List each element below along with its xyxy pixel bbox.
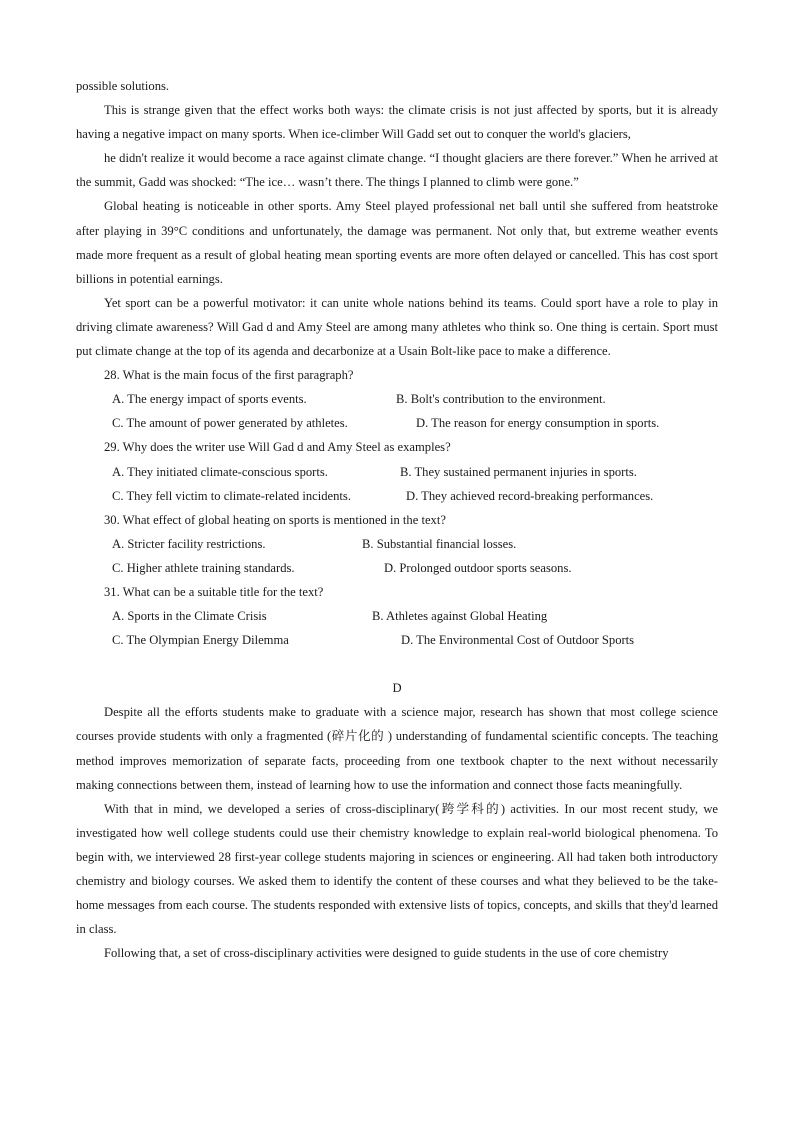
paragraph-global-heating: Global heating is noticeable in other sports. Amy Steel played professional net ball until she suffered from heatstroke after playing in 39°C conditions and unfortunately, the damage was permanent. Not only that, but extreme weather events made more frequent as a result of global heating mean sporting events are more often delayed or cancelled. This has cost sport billions in potential earnings. [76,199,718,286]
paragraph-possible-solutions: possible solutions. [76,79,170,93]
question-28-option-c: C. The amount of power generated by athletes. [112,416,348,431]
question-30-option-c: C. Higher athlete training standards. [112,560,295,575]
question-29-option-c: C. They fell victim to climate-related incidents. [112,488,351,503]
paragraph-cross-disciplinary-study: With that in mind, we developed a series of cross-disciplinary(跨学科的) activities. In our most recent study, we investigated how well college students could use their chemistry knowledge to explain real-world biological phenomena. To begin with, we interviewed 28 first-year college students majoring in sciences or engineering. All had taken both introductory chemistry and biology courses. We asked them to identify the content of these courses and what they believed to be the take-home messages from each course. The students responded with extensive lists of topics, concepts, and skills that they'd learned in class. [76,801,718,937]
section-heading-d: D [392,681,402,696]
document-page [76,74,718,965]
paragraph-fragmented-understanding: Despite all the efforts students make to graduate with a science major, research has shown that most college science courses provide students with only a fragmented (碎片化的 ) understanding of fundamental scientific concepts. The teaching method improves memorization of separate facts, proceeding from one textbook chapter to the next without necessarily making connections between them, instead of learning how to use the information and connect those facts meaningfully. [76,705,718,792]
question-30-option-a: A. Stricter facility restrictions. [112,536,266,551]
question-29-option-a: A. They initiated climate-conscious sports. [112,464,328,479]
question-28-options-row-1 [76,387,718,411]
question-31-option-c: C. The Olympian Energy Dilemma [112,633,289,648]
question-28-option-d: D. The reason for energy consumption in sports. [416,416,660,431]
question-30-option-d: D. Prolonged outdoor sports seasons. [384,560,572,575]
question-31-options-row-1 [76,604,718,628]
question-28-stem: 28. What is the main focus of the first paragraph? [104,368,354,383]
question-30-stem: 30. What effect of global heating on sports is mentioned in the text? [104,512,446,527]
question-29-option-d: D. They achieved record-breaking performances. [406,488,654,503]
question-28-option-a: A. The energy impact of sports events. [112,392,307,407]
paragraph-gadd-summit: he didn't realize it would become a race against climate change. “I thought glaciers are there forever.” When he arrived at the summit, Gadd was shocked: “The ice… wasn’t there. The things I planned to climb were gone.” [76,151,718,190]
question-29-option-b: B. They sustained permanent injuries in sports. [400,464,637,479]
question-31-option-d: D. The Environmental Cost of Outdoor Sports [401,633,635,648]
question-28-option-b: B. Bolt's contribution to the environment. [396,392,606,407]
question-28-options-row-2 [76,411,718,435]
question-30-options-row-1 [76,532,718,556]
paragraph-ice-climber: This is strange given that the effect works both ways: the climate crisis is not just affected by sports, but it is already having a negative impact on many sports. When ice-climber Will Gadd set out to conquer the world's glaciers, [76,103,718,142]
question-29-stem: 29. Why does the writer use Will Gad d and Amy Steel as examples? [104,440,451,455]
question-31-options-row-2 [76,628,718,652]
question-30-option-b: B. Substantial financial losses. [362,536,517,551]
question-30-options-row-2 [76,556,718,580]
question-31-option-a: A. Sports in the Climate Crisis [112,609,267,624]
paragraph-following-that: Following that, a set of cross-disciplinary activities were designed to guide students in the use of core chemistry [104,946,669,961]
question-29-options-row-2 [76,484,718,508]
question-31-stem: 31. What can be a suitable title for the text? [104,584,324,599]
paragraph-sport-motivator: Yet sport can be a powerful motivator: it can unite whole nations behind its teams. Could sport have a role to play in driving climate awareness? Will Gad d and Amy Steel are among many athletes who think so. One thing is certain. Sport must put climate change at the top of its agenda and decarbonize at a Usain Bolt-like pace to make a difference. [76,295,718,359]
question-29-options-row-1 [76,460,718,484]
question-31-option-b: B. Athletes against Global Heating [372,609,548,624]
